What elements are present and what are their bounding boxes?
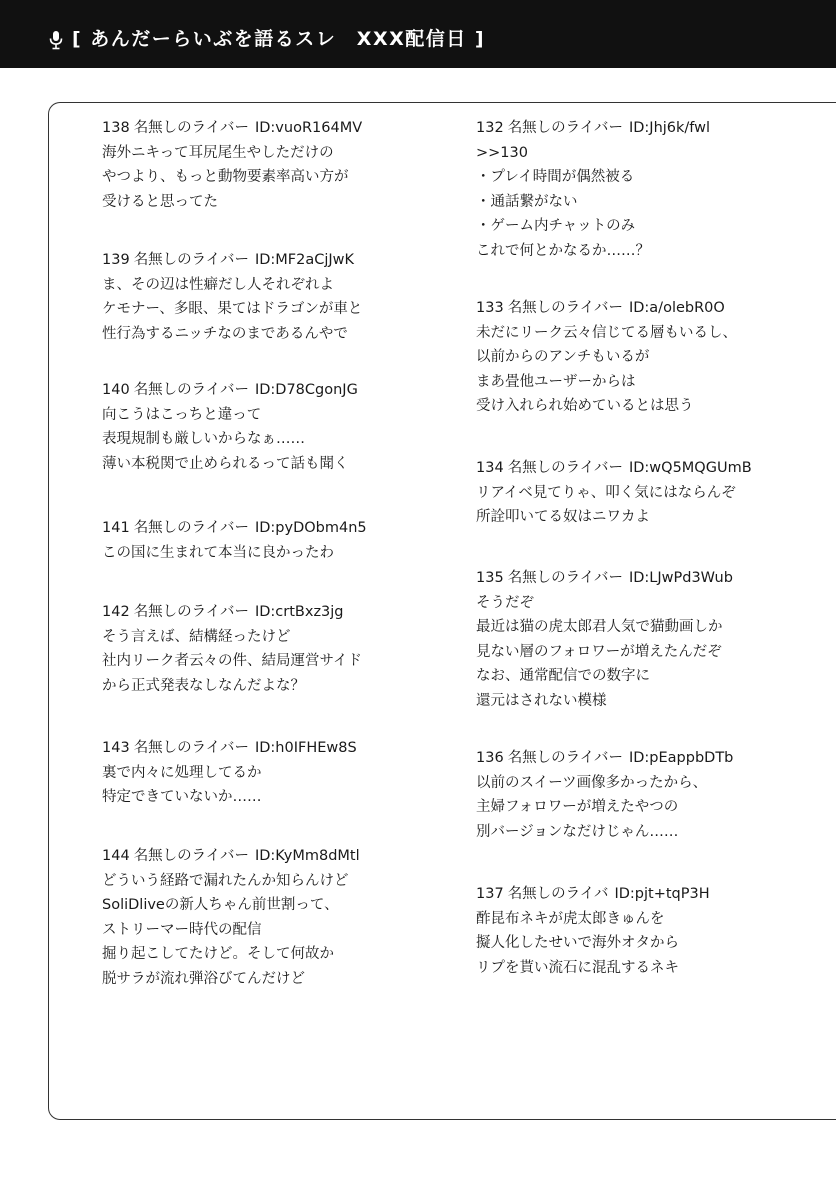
post-header: [102, 516, 462, 541]
poster-id: ID:wQ5MQGUmB: [628, 460, 752, 476]
poster-name: 名無しのライバー: [133, 848, 249, 864]
post-body-line: まあ畳他ユーザーからは: [476, 373, 636, 390]
poster-name: 名無しのライバー: [507, 570, 623, 586]
post-number: 140: [102, 382, 130, 398]
poster-name: 名無しのライバー: [507, 120, 623, 136]
poster-id: ID:pjt+tqP3H: [614, 886, 710, 902]
post-body-line: 受け入れられ始めているとは思う: [476, 398, 694, 414]
poster-id: ID:pEappbDTb: [628, 750, 734, 766]
poster-id: ID:h0IFHEw8S: [254, 740, 357, 756]
post-body-line: 脱サラが流れ弾浴びてんだけど: [102, 970, 305, 987]
post-body-line: ま、その辺は性癖だし人それぞれよ: [102, 276, 334, 293]
post-body-line: 別バージョンなだけじゃん……: [476, 823, 679, 840]
post-body-line: そうだぞ: [476, 594, 534, 611]
post-number: 134: [476, 460, 504, 476]
post-body-line: >>130: [476, 144, 528, 161]
poster-name: 名無しのライバ: [507, 886, 609, 902]
post-body-line: リアイベ見てりゃ、叩く気にはならんぞ: [476, 484, 736, 501]
poster-name: 名無しのライバー: [133, 120, 249, 136]
post-body-line: ・ゲーム内チャットのみ: [476, 218, 636, 234]
post-body-line: なお、通常配信での数字に: [476, 668, 650, 684]
poster-name: 名無しのライバー: [133, 604, 249, 620]
post-body-line: そう言えば、結構経ったけど: [102, 628, 291, 645]
post: [102, 844, 462, 991]
post-header: [476, 882, 816, 907]
poster-id: ID:KyMm8dMtl: [254, 848, 360, 864]
post-body-line: 擬人化したせいで海外オタから: [476, 935, 679, 951]
post-header: [102, 116, 462, 141]
post-number: 144: [102, 848, 130, 864]
post-number: 139: [102, 252, 130, 268]
post-header: [476, 566, 816, 591]
post-number: 141: [102, 520, 130, 536]
post-body-line: 裏で内々に処理してるか: [102, 764, 262, 781]
microphone-icon: [48, 30, 64, 50]
post-body-line: 社内リーク者云々の件、結局運営サイド: [102, 653, 362, 669]
post-number: 142: [102, 604, 130, 620]
post-body-line: これで何とかなるか……？: [476, 242, 650, 259]
post-body-line: どういう経路で漏れたんか知らんけど: [102, 872, 349, 889]
post-body-line: 還元はされない模様: [476, 692, 607, 709]
post: [476, 882, 816, 980]
poster-name: 名無しのライバー: [133, 520, 249, 536]
post: [102, 378, 462, 476]
poster-name: 名無しのライバー: [507, 460, 623, 476]
post-body-line: 海外ニキって耳尻尾生やしただけの: [102, 144, 334, 161]
post: [102, 516, 462, 565]
poster-id: ID:MF2aCjJwK: [254, 252, 355, 268]
post-body-line: この国に生まれて本当に良かったわ: [102, 544, 334, 561]
thread-header: [0, 0, 836, 68]
post-number: 143: [102, 740, 130, 756]
post: [476, 116, 816, 263]
post-body-line: 受けると思ってた: [102, 193, 218, 210]
post-body-line: ・通話繋がない: [476, 193, 578, 210]
post-number: 132: [476, 120, 504, 136]
post-body-line: 所詮叩いてる奴はニワカよ: [476, 509, 650, 525]
post-body-line: 薄い本税関で止められるって話も聞く: [102, 455, 349, 472]
post: [102, 116, 462, 214]
post-body-line: 酢昆布ネキが虎太郎きゅんを: [476, 910, 665, 927]
post-header: [102, 600, 462, 625]
post-header: [476, 456, 816, 481]
poster-name: 名無しのライバー: [133, 252, 249, 268]
post-body-line: 主婦フォロワーが増えたやつの: [476, 799, 679, 815]
poster-id: ID:a/olebR0O: [628, 300, 725, 316]
post-number: 135: [476, 570, 504, 586]
post-body-line: から正式発表なしなんだよな？: [102, 677, 305, 694]
poster-id: ID:crtBxz3jg: [254, 604, 344, 620]
post-number: 136: [476, 750, 504, 766]
post-body-line: 見ない層のフォロワーが増えたんだぞ: [476, 643, 722, 660]
post-body-line: 向こうはこっちと違って: [102, 406, 262, 423]
poster-id: ID:vuoR164MV: [254, 120, 363, 136]
post-body-line: 表現規制も厳しいからなぁ……: [102, 431, 305, 447]
post-body-line: 未だにリーク云々信じてる層もいるし、: [476, 324, 737, 341]
poster-id: ID:pyDObm4n5: [254, 520, 367, 536]
post-header: [102, 248, 462, 273]
post: [476, 746, 816, 844]
post-number: 133: [476, 300, 504, 316]
post: [476, 456, 816, 530]
post: [102, 248, 462, 346]
post-header: [102, 378, 462, 403]
post-body-line: リプを貰い流石に混乱するネキ: [476, 959, 679, 976]
post-body-line: 掘り起こしてたけど。そして何故か: [102, 946, 334, 962]
post-number: 137: [476, 886, 504, 902]
post: [476, 566, 816, 713]
poster-name: 名無しのライバー: [133, 382, 249, 398]
poster-name: 名無しのライバー: [507, 300, 623, 316]
post-body-line: ストリーマー時代の配信: [102, 921, 262, 938]
poster-name: 名無しのライバー: [507, 750, 623, 766]
poster-id: ID:Jhj6k/fwl: [628, 120, 711, 136]
post-body-line: 最近は猫の虎太郎君人気で猫動画しか: [476, 619, 723, 635]
post-body-line: ・プレイ時間が偶然被る: [476, 169, 635, 185]
poster-name: 名無しのライバー: [133, 740, 249, 756]
post-body-line: 特定できていないか……: [102, 789, 262, 805]
post: [476, 296, 816, 419]
post-header: [476, 296, 816, 321]
post: [102, 600, 462, 698]
thread-title: [ あんだーらいぶを語るスレ XXX配信日 ]: [72, 28, 486, 50]
post-body-line: 以前からのアンチもいるが: [476, 349, 650, 365]
post-body-line: やつより、もっと動物要素率高い方が: [102, 169, 349, 185]
post: [102, 736, 462, 810]
post-header: [102, 844, 462, 869]
poster-id: ID:LJwPd3Wub: [628, 570, 733, 586]
post-header: [102, 736, 462, 761]
post-number: 138: [102, 120, 130, 136]
post-body-line: SoliDliveの新人ちゃん前世割って、: [102, 897, 339, 913]
post-header: [476, 746, 816, 771]
post-body-line: ケモナー、多眼、果てはドラゴンが車と: [102, 301, 363, 317]
post-body-line: 以前のスイーツ画像多かったから、: [476, 774, 708, 791]
post-body-line: 性行為するニッチなのまであるんやで: [102, 325, 348, 342]
poster-id: ID:D78CgonJG: [254, 382, 358, 398]
post-header: [476, 116, 816, 141]
